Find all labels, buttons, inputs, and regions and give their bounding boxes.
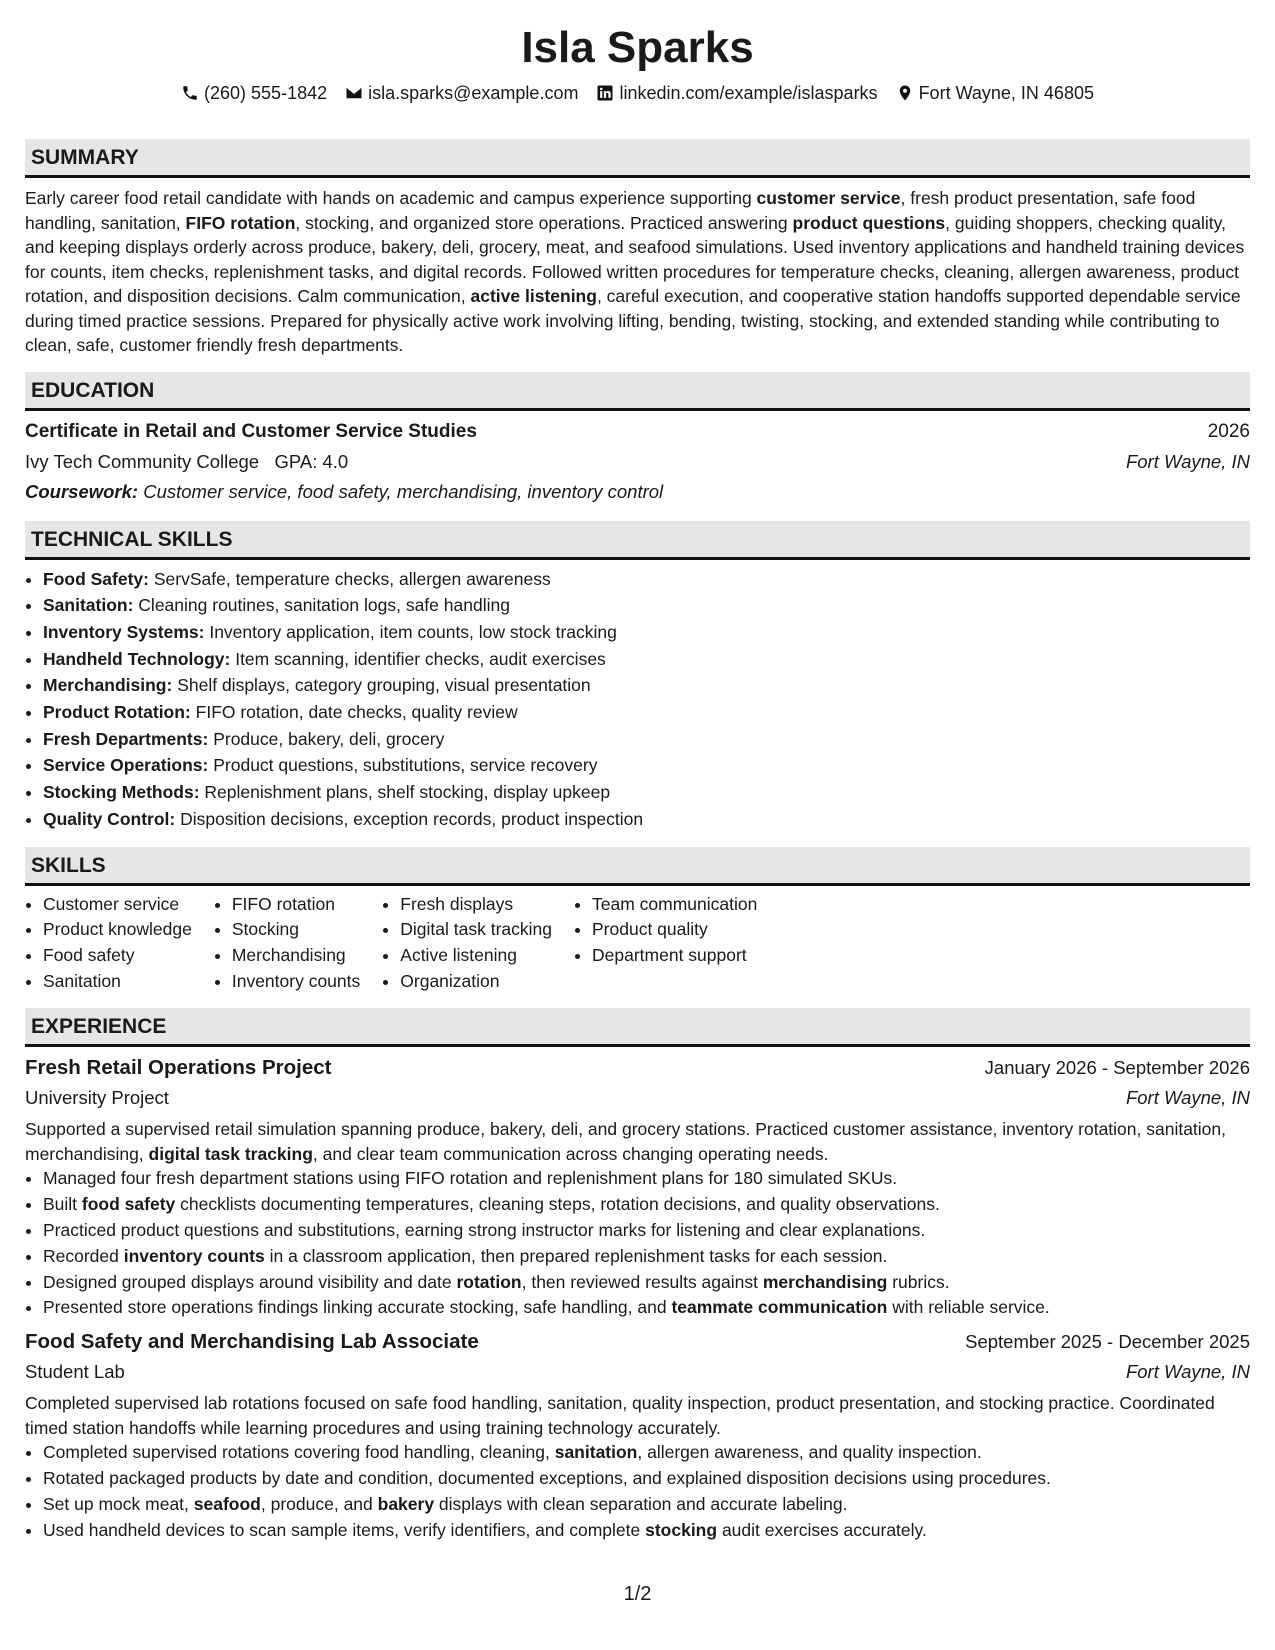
technical-skills-heading: TECHNICAL SKILLS (25, 521, 1250, 560)
text-segment: Presented store operations findings linking accurate stocking, safe handling, and (43, 1297, 672, 1318)
skill-category-text: Product questions, substitutions, service recovery (213, 755, 598, 776)
text-segment: Set up mock meat, (43, 1493, 194, 1514)
bold-keyword: bakery (377, 1493, 435, 1514)
text-segment: , guiding shoppers, checking quality, and keeping displays orderly across produce, bakery, deli, grocery, meat, and seafood simulations. Used inventory applications and handheld training devices for counts, item checks, replenishment tasks, and digital records. Followed written procedures for temperature checks, cleaning, allergen awareness, product rotation, and disposition decisions. Calm communication, (25, 212, 1245, 306)
bold-keyword: teammate communication (671, 1297, 888, 1318)
text-segment: Early career food retail candidate with hands on academic and campus experience supporting (25, 188, 757, 208)
summary-heading: SUMMARY (25, 139, 1250, 178)
skill-category-label: Service Operations: (43, 755, 209, 776)
skill-item: • Active listening (400, 943, 552, 969)
skill-item: • Inventory counts (232, 969, 360, 995)
job-location: Fort Wayne, IN (1125, 1087, 1250, 1109)
text-segment: Managed four fresh department stations using FIFO rotation and replenishment plans for 180 simulated SKUs. (43, 1168, 898, 1189)
job-title: Food Safety and Merchandising Lab Associate (25, 1330, 479, 1354)
bold-keyword: active listening (470, 286, 597, 306)
technical-skill-item (43, 752, 1250, 779)
bold-keyword: FIFO rotation (185, 212, 296, 233)
map-pin-icon (896, 84, 914, 102)
page-number: 1/2 (623, 1583, 652, 1605)
skill-item: • Product quality (592, 917, 757, 943)
job-bullet (43, 1270, 1250, 1296)
phone-icon (181, 84, 199, 102)
skill-category-label: Product Rotation: (43, 702, 191, 723)
contact-linkedin[interactable] (596, 80, 877, 106)
technical-skill-item (43, 726, 1250, 753)
skill-item: • Stocking (232, 917, 360, 943)
skill-category-text: Shelf displays, category grouping, visual presentation (177, 675, 591, 696)
job-location: Fort Wayne, IN (1125, 1361, 1250, 1383)
job-organization: University Project (25, 1087, 169, 1109)
technical-skill-item (43, 646, 1250, 673)
contact-bar (25, 80, 1250, 106)
job-header-row (25, 1053, 1250, 1083)
text-segment: displays with clean separation and accurate labeling. (434, 1493, 848, 1514)
job-dates: September 2025 - December 2025 (965, 1331, 1250, 1353)
text-segment: Supported a supervised retail simulation spanning produce, bakery, deli, and grocery stations. Practiced customer assistance, inventory rotation, sanitation, merchandising, (25, 1119, 1227, 1164)
education-heading: EDUCATION (25, 372, 1250, 411)
skill-category-text: Replenishment plans, shelf stocking, display upkeep (204, 782, 611, 803)
text-segment: Completed supervised rotations covering food handling, cleaning, (43, 1442, 555, 1463)
job-bullet (43, 1518, 1250, 1544)
job-organization: Student Lab (25, 1361, 125, 1383)
job-bullet (43, 1466, 1250, 1492)
skill-item: • Digital task tracking (400, 917, 552, 943)
experience-heading: EXPERIENCE (25, 1008, 1250, 1047)
skill-category-label: Stocking Methods: (43, 782, 200, 803)
bold-keyword: digital task tracking (148, 1143, 313, 1164)
job-bullet (43, 1166, 1250, 1192)
education-degree-row (25, 417, 1250, 447)
skills-columns (25, 892, 1250, 995)
contact-location (896, 80, 1094, 106)
text-segment: audit exercises accurately. (717, 1519, 927, 1540)
bold-keyword: seafood (193, 1493, 261, 1514)
degree-title: Certificate in Retail and Customer Service Studies (25, 420, 477, 442)
skill-item: • Food safety (43, 943, 192, 969)
text-segment: , allergen awareness, and quality inspection. (637, 1442, 982, 1463)
envelope-icon (345, 84, 363, 102)
skill-item: • Team communication (592, 892, 757, 918)
coursework-row (25, 477, 1250, 507)
job-bullet (43, 1440, 1250, 1466)
bold-keyword: customer service (756, 188, 901, 208)
technical-skill-item (43, 672, 1250, 699)
coursework-label: Coursework: (25, 480, 139, 502)
text-segment: in a classroom application, then prepared replenishment tasks for each session. (264, 1245, 888, 1266)
skill-item: • Merchandising (232, 943, 360, 969)
gpa: GPA: 4.0 (274, 450, 349, 472)
text-segment: checklists documenting temperatures, cleaning steps, rotation decisions, and quality observations. (175, 1194, 940, 1215)
text-segment: Practiced product questions and substitutions, earning strong instructor marks for listening and clear explanations. (43, 1219, 926, 1240)
text-segment: Completed supervised lab rotations focused on safe food handling, sanitation, quality inspection, product presentation, and stocking practice. Coordinated timed station handoffs while learning procedures and using training technology accurately. (25, 1393, 1215, 1438)
technical-skill-item (43, 619, 1250, 646)
location-text: Fort Wayne, IN 46805 (918, 83, 1094, 103)
technical-skills-list (25, 566, 1250, 833)
email-text: isla.sparks@example.com (368, 83, 579, 103)
technical-skill-item (43, 566, 1250, 593)
skills-heading: SKILLS (25, 847, 1250, 886)
text-segment: with reliable service. (887, 1297, 1050, 1318)
skill-category-label: Handheld Technology: (43, 648, 231, 669)
skills-column (574, 892, 757, 995)
skills-column (25, 892, 192, 995)
skill-category-label: Quality Control: (43, 808, 176, 829)
bold-keyword: inventory counts (123, 1245, 265, 1266)
bold-keyword: merchandising (762, 1271, 888, 1292)
bold-keyword: food safety (81, 1194, 176, 1215)
text-segment: rubrics. (887, 1271, 950, 1292)
job-bullets (25, 1440, 1250, 1543)
phone-text: (260) 555-1842 (204, 83, 328, 103)
skill-item: • FIFO rotation (232, 892, 360, 918)
text-segment: Built (43, 1194, 82, 1215)
job-org-row (25, 1357, 1250, 1387)
skill-category-text: ServSafe, temperature checks, allergen awareness (153, 568, 551, 589)
skill-item: • Product knowledge (43, 917, 192, 943)
skill-item: • Organization (400, 969, 552, 995)
candidate-name: Isla Sparks (521, 23, 754, 72)
technical-skill-item (43, 779, 1250, 806)
skill-item: • Customer service (43, 892, 192, 918)
skill-category-label: Inventory Systems: (43, 621, 205, 642)
skills-column (382, 892, 552, 995)
job-org-row (25, 1083, 1250, 1113)
text-segment: Designed grouped displays around visibility and date (43, 1271, 457, 1292)
skill-category-label: Sanitation: (43, 595, 134, 616)
job-bullets (25, 1166, 1250, 1321)
skill-category-text: Produce, bakery, deli, grocery (213, 728, 445, 749)
summary-text (25, 186, 1250, 358)
bold-keyword: product questions (792, 212, 946, 233)
job-bullet (43, 1244, 1250, 1270)
experience-list (25, 1053, 1250, 1543)
skill-category-label: Food Safety: (43, 568, 149, 589)
skill-item: • Sanitation (43, 969, 192, 995)
text-segment: , and clear team communication across changing operating needs. (312, 1143, 829, 1164)
technical-skill-item (43, 699, 1250, 726)
experience-entry (25, 1327, 1250, 1543)
linkedin-text: linkedin.com/example/islasparks (619, 83, 878, 103)
contact-email[interactable] (345, 80, 578, 106)
job-header-row (25, 1327, 1250, 1357)
contact-phone (181, 80, 327, 106)
experience-entry (25, 1053, 1250, 1321)
skill-category-text: Inventory application, item counts, low stock tracking (209, 621, 617, 642)
text-segment: , then reviewed results against (521, 1271, 763, 1292)
skill-category-text: Cleaning routines, sanitation logs, safe handling (138, 595, 510, 616)
text-segment: , produce, and (260, 1493, 378, 1514)
text-segment: Rotated packaged products by date and condition, documented exceptions, and explained disposition decisions using procedures. (43, 1467, 1051, 1488)
text-segment: , stocking, and organized store operations. Practiced answering (295, 212, 793, 233)
text-segment: , careful execution, and cooperative station handoffs supported dependable service during timed practice sessions. Prepared for physically active work involving lifting, bending, twisting, stocking, and extended standing while contributing to clean, safe, customer friendly fresh departments. (25, 286, 1241, 355)
skills-column (214, 892, 360, 995)
linkedin-icon (596, 84, 614, 102)
school-name: Ivy Tech Community College (25, 450, 260, 472)
job-bullet (43, 1192, 1250, 1218)
skill-category-text: Disposition decisions, exception records, product inspection (180, 808, 644, 829)
skill-item: • Department support (592, 943, 757, 969)
job-title: Fresh Retail Operations Project (25, 1056, 332, 1080)
skill-category-label: Merchandising: (43, 675, 173, 696)
graduation-year: 2026 (1207, 420, 1250, 442)
job-dates: January 2026 - September 2026 (984, 1057, 1250, 1079)
job-summary (25, 1117, 1250, 1166)
bold-keyword: rotation (456, 1271, 522, 1292)
text-segment: , fresh product presentation, safe food handling, sanitation, (25, 188, 1196, 233)
education-school-row (25, 447, 1250, 477)
job-summary (25, 1391, 1250, 1440)
job-bullet (43, 1492, 1250, 1518)
text-segment: Used handheld devices to scan sample items, verify identifiers, and complete (43, 1519, 646, 1540)
school-location: Fort Wayne, IN (1125, 450, 1250, 472)
job-bullet (43, 1295, 1250, 1321)
skill-category-label: Fresh Departments: (43, 728, 209, 749)
coursework-text: Customer service, food safety, merchandising, inventory control (143, 480, 664, 502)
skill-category-text: FIFO rotation, date checks, quality review (195, 702, 518, 723)
skill-category-text: Item scanning, identifier checks, audit exercises (235, 648, 606, 669)
bold-keyword: stocking (645, 1519, 718, 1540)
technical-skill-item (43, 806, 1250, 833)
resume-page (25, 0, 1250, 1543)
technical-skill-item (43, 592, 1250, 619)
bold-keyword: sanitation (554, 1442, 638, 1463)
job-bullet (43, 1218, 1250, 1244)
skill-item: • Fresh displays (400, 892, 552, 918)
text-segment: Recorded (43, 1245, 124, 1266)
